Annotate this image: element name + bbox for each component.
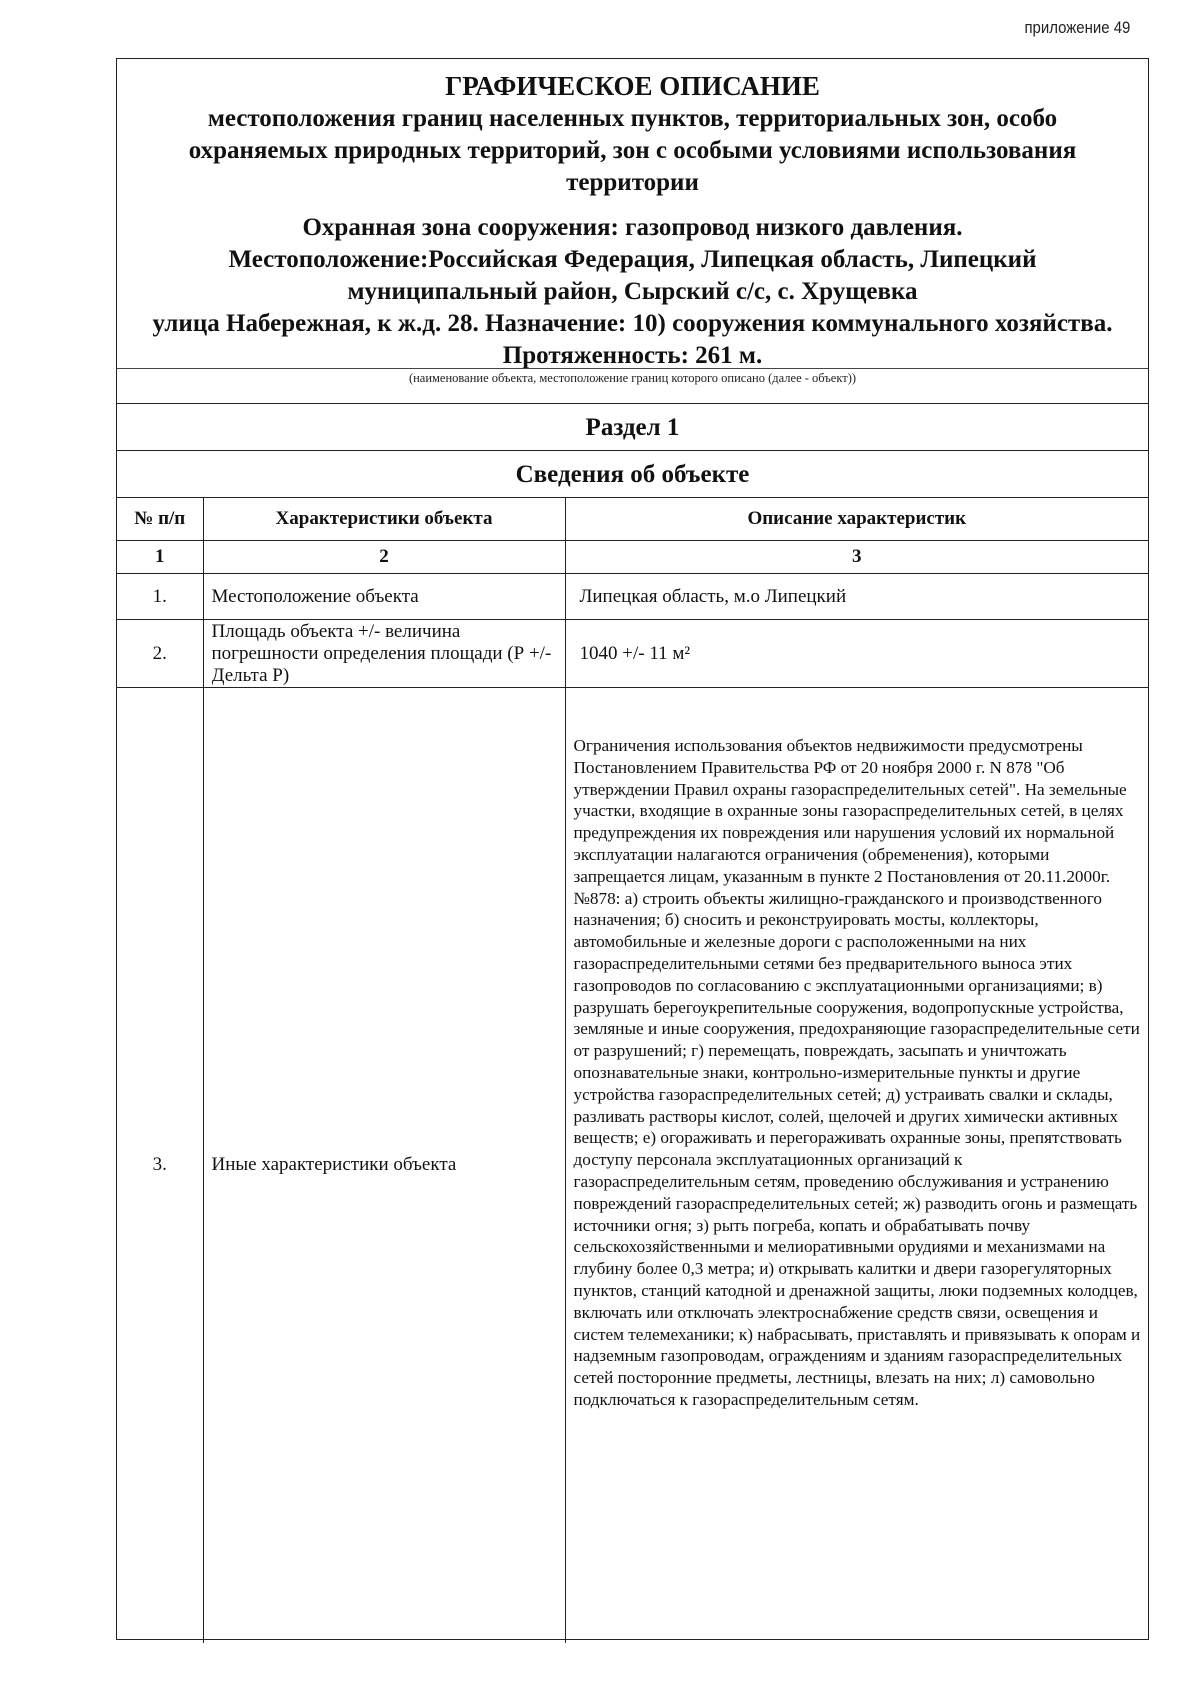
column-number: 3 — [565, 541, 1148, 574]
info-title: Сведения об объекте — [117, 450, 1148, 498]
object-info-table — [117, 497, 1148, 1643]
section-title: Раздел 1 — [117, 403, 1148, 451]
row-characteristic-cell — [203, 620, 565, 688]
col-header-description: Описание характеристик — [565, 498, 1148, 541]
column-number-row — [117, 541, 1148, 574]
object-caption: (наименование объекта, местоположение границ которого описано (далее - объект)) — [408, 371, 857, 385]
row-number: 1. — [117, 574, 203, 620]
row-characteristic: Площадь объекта +/- величина погрешности определения площади (Р +/- Дельта Р) — [211, 620, 552, 686]
table-row — [117, 620, 1148, 688]
document-header — [117, 59, 1148, 368]
row-value-cell — [565, 688, 1148, 1643]
column-number: 1 — [117, 541, 203, 574]
appendix-label: приложение 49 — [1024, 18, 1130, 37]
object-description — [147, 212, 1118, 372]
row-value: Липецкая область, м.о Липецкий — [565, 574, 1148, 620]
row-value: Ограничения использования объектов недвижимости предусмотрены Постановлением Правительства РФ от 20 ноября 2000 г. N 878 "Об утверждении Правил охраны газораспределительных сетей". На земельные участки, входящие в охранные зоны газораспределительных сетей, в целях предупреждения их повреждения или нарушения условий их нормальной эксплуатации налагаются ограничения (обременения), которыми запрещается лицам, указанным в пункте 2 Постановления от 20.11.2000г. №878: а) строить объекты жилищно-гражданского и производственного назначения; б) сносить и реконструировать мосты, коллекторы, автомобильные и железные дороги с расположенными на них газораспределительными сетями без предварительного выноса этих газопроводов по согласованию с эксплуатационными организациями; в) разрушать берегоукрепительные сооружения, водопропускные устройства, земляные и иные сооружения, предохраняющие газораспределительные сети от разрушений; г) перемещать, повреждать, засыпать и уничтожать опознавательные знаки, контрольно-измерительные пункты и другие устройства газораспределительных сетей; д) устраивать свалки и склады, разливать растворы кислот, солей, щелочей и других химически активных веществ; е) огораживать и перегораживать охранные зоны, препятствовать доступу персонала эксплуатационных организаций к газораспределительным сетям, проведению обслуживания и устранению повреждений газораспределительных сетей; ж) разводить огонь и размещать источники огня; з) рыть погреба, копать и обрабатывать почву сельскохозяйственными и мелиоративными орудиями и механизмами на глубину более 0,3 метра; и) открывать калитки и двери газорегуляторных пунктов, станций катодной и дренажной защиты, люки подземных колодцев, включать или отключать электроснабжение средств связи, освещения и систем телемеханики; к) набрасывать, приставлять и привязывать к опорам и надземным газопроводам, ограждениям и зданиям газораспределительных сетей посторонние предметы, лестницы, влезать на них; л) самовольно подключаться к газораспределительным сетям. — [573, 736, 1141, 1409]
row-value: 1040 +/- 11 м² — [565, 620, 1148, 688]
col-header-number: № п/п — [117, 498, 203, 541]
document-sheet — [116, 58, 1149, 1640]
object-line: улица Набережная, к ж.д. 28. Назначение: 10) сооружения коммунального хозяйства. Протяженность: 261 м. — [152, 310, 1113, 369]
table-header-row — [117, 498, 1148, 541]
row-characteristic: Иные характеристики объекта — [203, 688, 565, 1643]
document-subtitle: местоположения границ населенных пунктов, территориальных зон, особо охраняемых природных территорий, зон с особыми условиями использования территории — [188, 105, 1077, 196]
column-number: 2 — [203, 541, 565, 574]
table-row — [117, 688, 1148, 1643]
row-number: 2. — [117, 620, 203, 688]
col-header-characteristic: Характеристики объекта — [203, 498, 565, 541]
header-divider — [117, 368, 1148, 369]
row-characteristic: Местоположение объекта — [203, 574, 565, 620]
table-row — [117, 574, 1148, 620]
object-line: Местоположение:Российская Федерация, Липецкая область, Липецкий муниципальный район, Сырский с/с, с. Хрущевка — [228, 246, 1037, 305]
document-title: ГРАФИЧЕСКОЕ ОПИСАНИЕ — [445, 71, 820, 101]
row-number: 3. — [117, 688, 203, 1643]
object-line: Охранная зона сооружения: газопровод низкого давления. — [302, 214, 963, 241]
